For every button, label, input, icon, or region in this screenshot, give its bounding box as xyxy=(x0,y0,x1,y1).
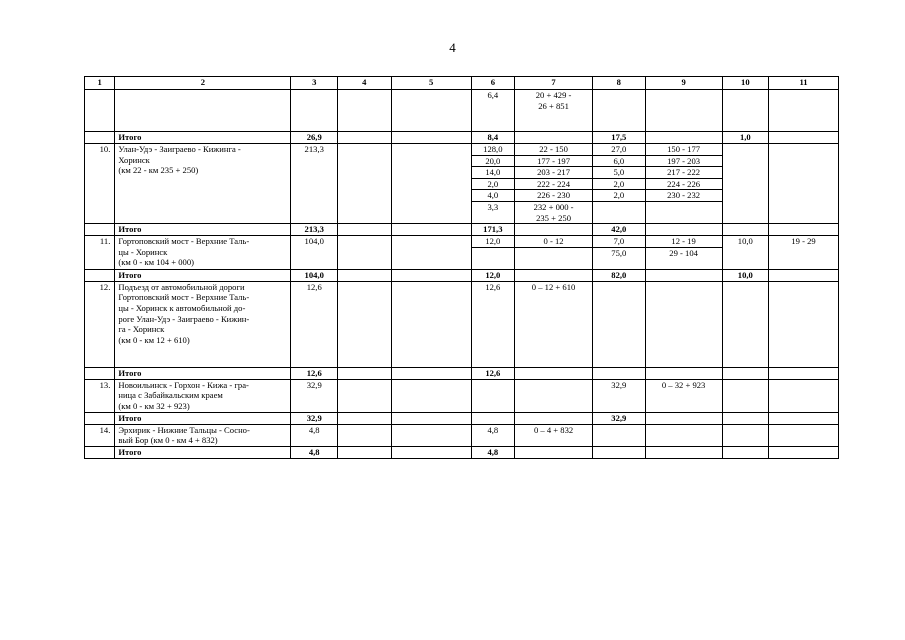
road-name: Эрхирик - Нижние Тальцы - Сосно- вый Бор (км 0 - км 4 + 832) xyxy=(115,424,291,446)
cell: 5,0 xyxy=(593,167,646,179)
cell: 222 - 224 xyxy=(515,178,593,190)
cell: 75,0 xyxy=(593,247,646,269)
cell: 2,0 xyxy=(471,178,515,190)
table-row xyxy=(85,281,839,367)
cell: 6,4 xyxy=(471,90,515,132)
row-number: 12. xyxy=(85,281,115,367)
roads-table xyxy=(84,76,839,459)
table-row xyxy=(85,90,839,132)
cell: 104,0 xyxy=(291,236,338,270)
cell: 32,9 xyxy=(291,412,338,424)
cell: 17,5 xyxy=(593,132,646,144)
cell: 1,0 xyxy=(722,132,769,144)
cell: 26,9 xyxy=(291,132,338,144)
col-4-header: 4 xyxy=(338,77,392,90)
cell: 213,3 xyxy=(291,144,338,224)
cell: 27,0 xyxy=(593,144,646,156)
cell: 203 - 217 xyxy=(515,167,593,179)
cell: 14,0 xyxy=(471,167,515,179)
row-number: 14. xyxy=(85,424,115,446)
col-7-header: 7 xyxy=(515,77,593,90)
cell: 0 – 12 + 610 xyxy=(515,281,593,367)
col-2-header: 2 xyxy=(115,77,291,90)
total-label: Итого xyxy=(115,367,291,379)
table-row xyxy=(85,144,839,156)
col-10-header: 10 xyxy=(722,77,769,90)
table-row xyxy=(85,236,839,248)
total-row xyxy=(85,367,839,379)
cell: 12,6 xyxy=(471,281,515,367)
col-6-header: 6 xyxy=(471,77,515,90)
total-label: Итого xyxy=(115,224,291,236)
cell: 7,0 xyxy=(593,236,646,248)
cell xyxy=(593,201,646,223)
road-name: Подъезд от автомобильной дороги Гортоповский мост - Верхние Таль- цы - Хоринск к автомобильной до- роге Улан-Удэ - Заиграево - Кижин- га - Хоринск (км 0 - км 12 + 610) xyxy=(115,281,291,367)
col-9-header: 9 xyxy=(645,77,722,90)
total-row xyxy=(85,412,839,424)
cell: 2,0 xyxy=(593,190,646,202)
cell: 4,8 xyxy=(291,424,338,446)
cell: 19 - 29 xyxy=(769,236,839,270)
total-row xyxy=(85,132,839,144)
cell: 171,3 xyxy=(471,224,515,236)
cell: 213,3 xyxy=(291,224,338,236)
cell: 42,0 xyxy=(593,224,646,236)
cell: 6,0 xyxy=(593,155,646,167)
cell: 128,0 xyxy=(471,144,515,156)
cell: 0 – 4 + 832 xyxy=(515,424,593,446)
col-8-header: 8 xyxy=(593,77,646,90)
cell: 12 - 19 xyxy=(645,236,722,248)
cell: 32,9 xyxy=(593,379,646,412)
cell: 10,0 xyxy=(722,236,769,270)
cell: 29 - 104 xyxy=(645,247,722,269)
road-name: Гортоповский мост - Верхние Таль- цы - Хоринск (км 0 - км 104 + 000) xyxy=(115,236,291,270)
total-label: Итого xyxy=(115,446,291,458)
cell: 20,0 xyxy=(471,155,515,167)
total-label: Итого xyxy=(115,132,291,144)
cell: 4,8 xyxy=(471,424,515,446)
cell: 82,0 xyxy=(593,269,646,281)
cell: 10,0 xyxy=(722,269,769,281)
col-5-header: 5 xyxy=(391,77,471,90)
col-3-header: 3 xyxy=(291,77,338,90)
cell: 32,9 xyxy=(593,412,646,424)
table-row xyxy=(85,379,839,412)
cell: 12,6 xyxy=(291,367,338,379)
cell: 4,0 xyxy=(471,190,515,202)
total-label: Итого xyxy=(115,269,291,281)
cell: 4,8 xyxy=(471,446,515,458)
cell: 197 - 203 xyxy=(645,155,722,167)
row-number: 11. xyxy=(85,236,115,270)
cell: 0 – 32 + 923 xyxy=(645,379,722,412)
cell: 150 - 177 xyxy=(645,144,722,156)
road-name: Новоильинск - Горхон - Кижа - гра- ница с Забайкальским краем (км 0 - км 32 + 923) xyxy=(115,379,291,412)
cell: 12,6 xyxy=(291,281,338,367)
row-number: 13. xyxy=(85,379,115,412)
cell: 0 - 12 xyxy=(515,236,593,248)
cell: 3,3 xyxy=(471,201,515,223)
cell: 12,0 xyxy=(471,269,515,281)
cell xyxy=(645,201,722,223)
cell: 2,0 xyxy=(593,178,646,190)
cell: 224 - 226 xyxy=(645,178,722,190)
cell: 8,4 xyxy=(471,132,515,144)
cell: 217 - 222 xyxy=(645,167,722,179)
road-name: Улан-Удэ - Заиграево - Кижинга - Хоринск (км 22 - км 235 + 250) xyxy=(115,144,291,224)
cell: 230 - 232 xyxy=(645,190,722,202)
cell: 12,6 xyxy=(471,367,515,379)
cell: 226 - 230 xyxy=(515,190,593,202)
header-row xyxy=(85,77,839,90)
cell: 4,8 xyxy=(291,446,338,458)
col-1-header: 1 xyxy=(85,77,115,90)
total-row xyxy=(85,269,839,281)
cell: 177 - 197 xyxy=(515,155,593,167)
cell: 104,0 xyxy=(291,269,338,281)
total-label: Итого xyxy=(115,412,291,424)
cell: 12,0 xyxy=(471,236,515,248)
total-row xyxy=(85,446,839,458)
row-number: 10. xyxy=(85,144,115,224)
cell: 20 + 429 - 26 + 851 xyxy=(515,90,593,132)
page-number: 4 xyxy=(449,40,456,55)
col-11-header: 11 xyxy=(769,77,839,90)
cell: 232 + 000 - 235 + 250 xyxy=(515,201,593,223)
cell: 22 - 150 xyxy=(515,144,593,156)
table-row xyxy=(85,424,839,446)
cell: 32,9 xyxy=(291,379,338,412)
total-row xyxy=(85,224,839,236)
